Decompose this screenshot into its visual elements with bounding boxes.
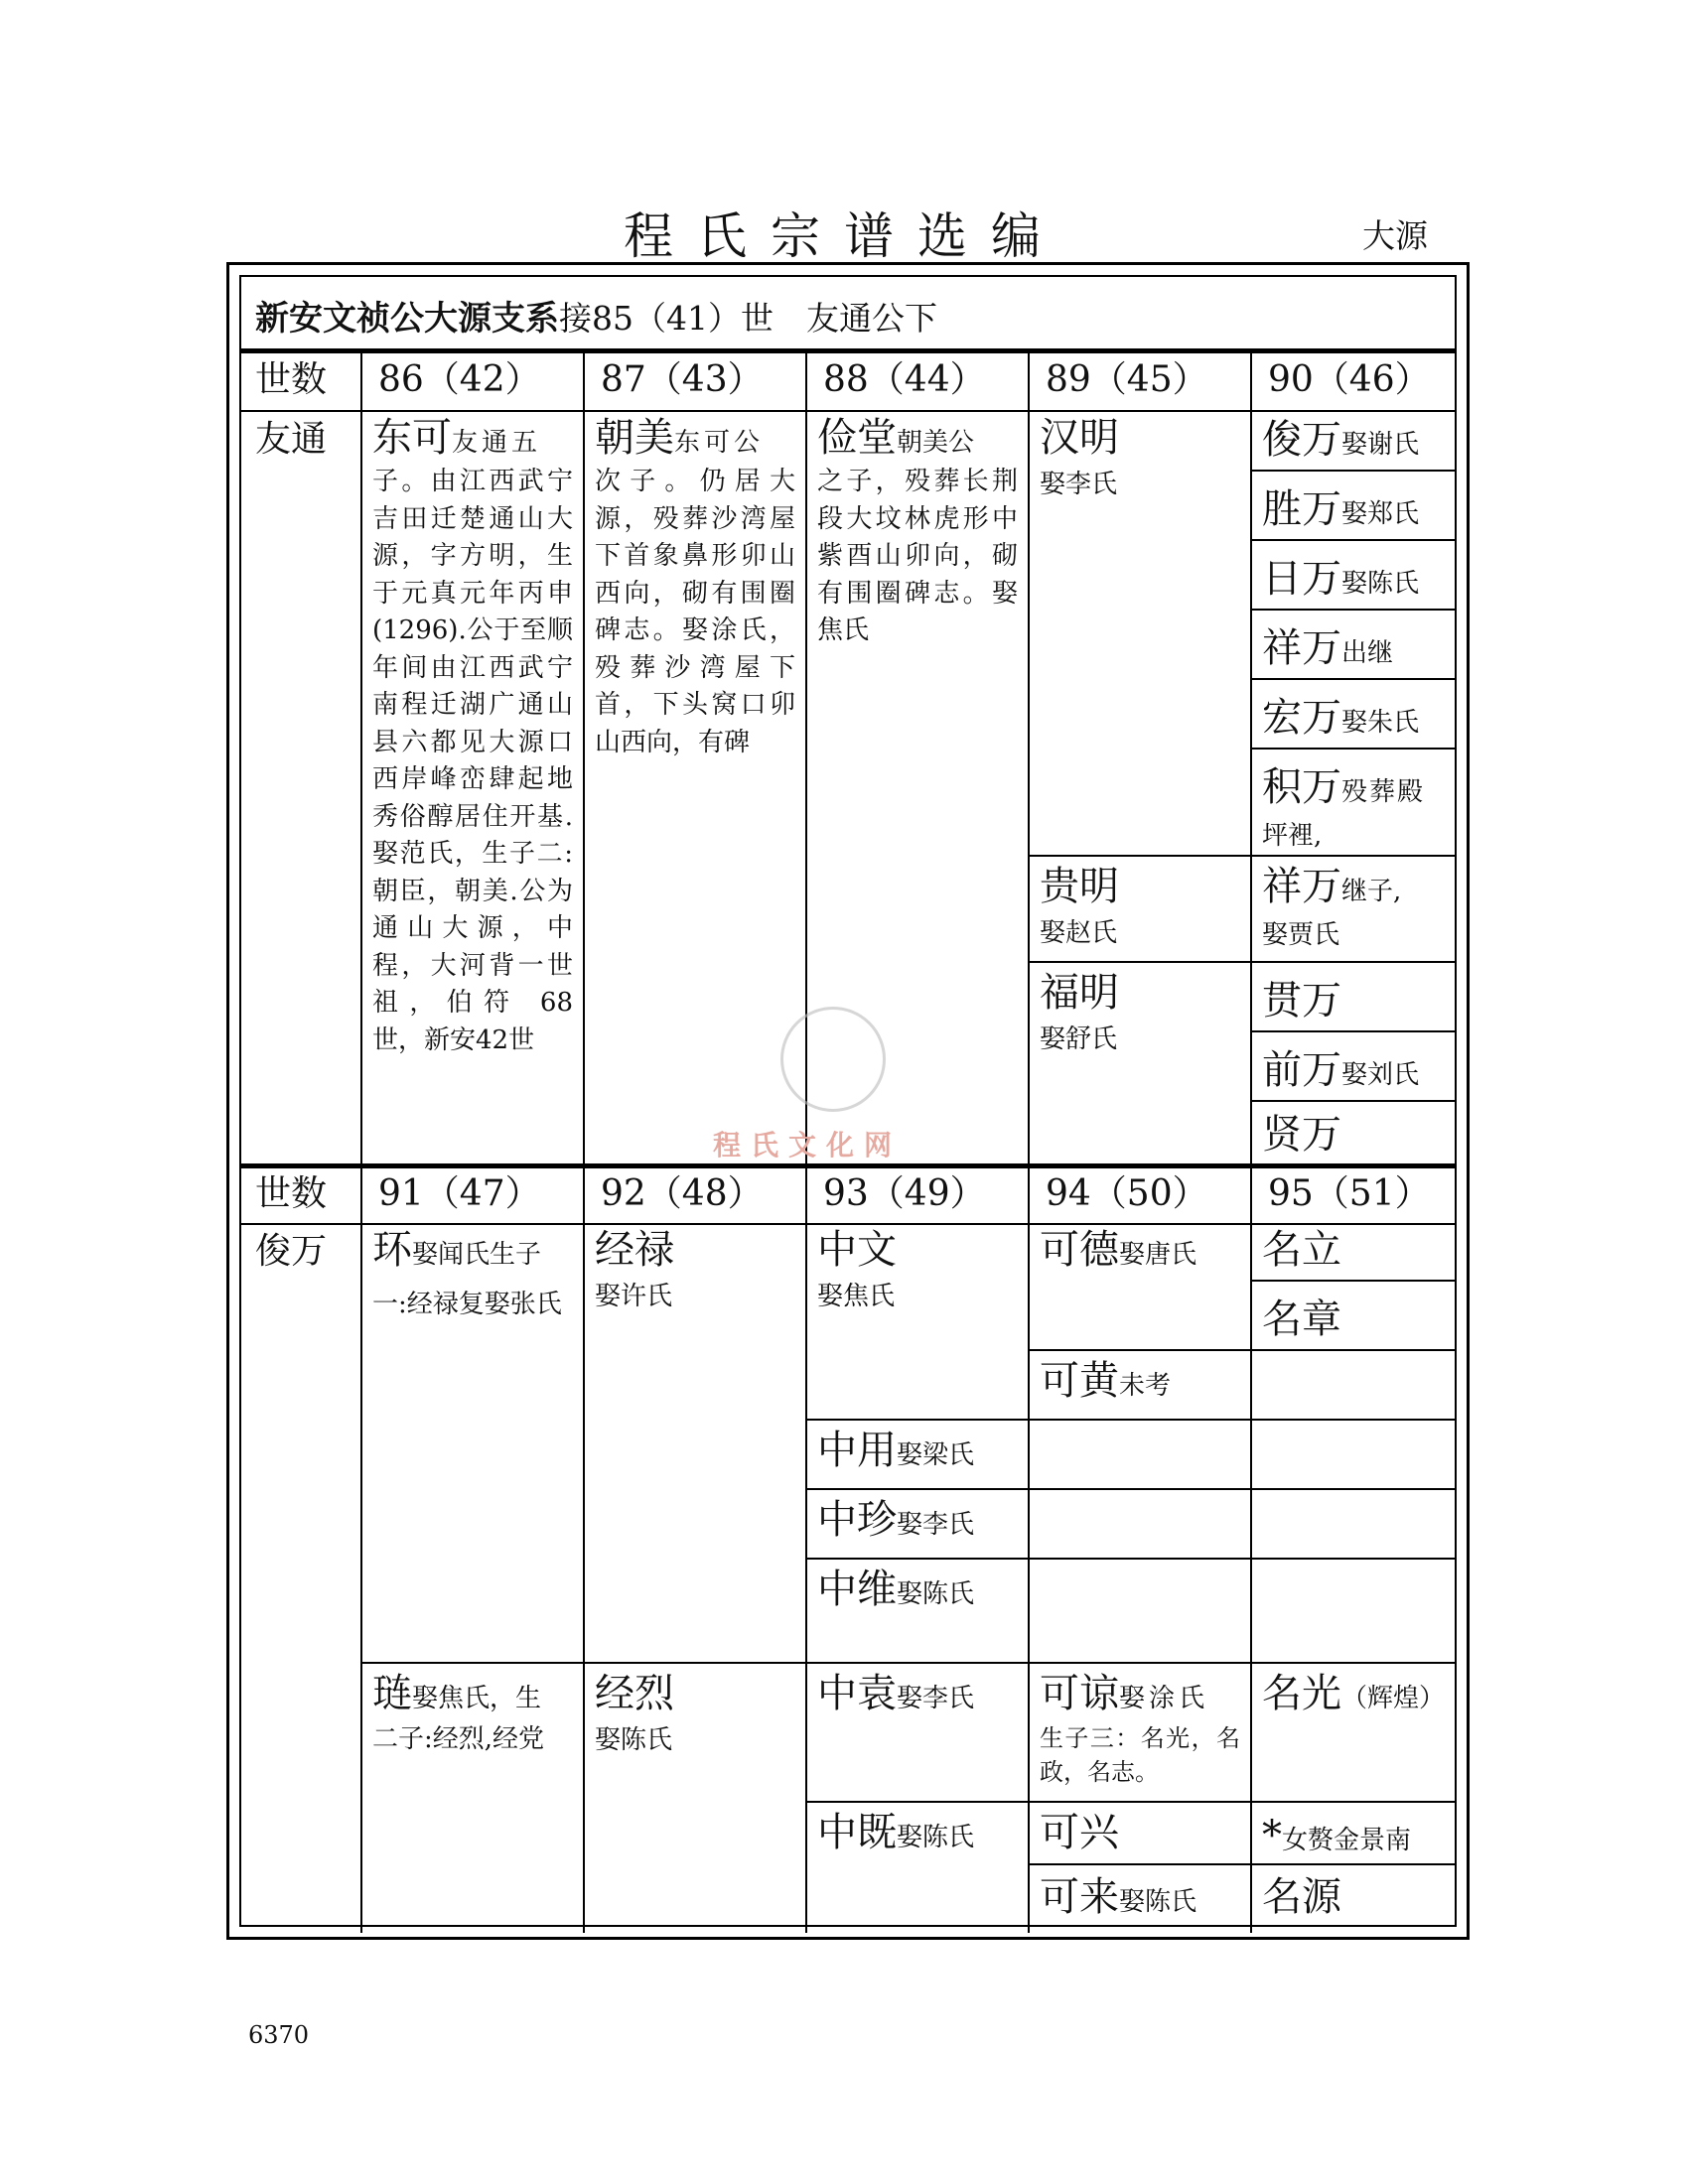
person-note: 娶闻氏生子 (412, 1240, 542, 1270)
person-entry (372, 1672, 541, 1715)
divider (1028, 855, 1252, 857)
person-name: 前万 (1262, 1047, 1341, 1093)
divider (1250, 539, 1455, 541)
page-number: 6370 (248, 2021, 310, 2049)
person-name: 环 (372, 1227, 412, 1273)
generation-label: 世数 (255, 359, 328, 400)
person-biography: 次子。仍居大源，殁葬沙湾屋下首象鼻形卯山西向，砌有围圈碑志。娶涂氏，殁葬沙湾屋下首，下头窝口卯山西向，有碑 (595, 467, 795, 757)
person-note: 娶陈氏 (897, 1579, 975, 1609)
person-entry (817, 1811, 974, 1854)
person-name: 祥万 (1262, 625, 1341, 671)
person-entry (817, 1672, 974, 1715)
person-name: 中文 (817, 1227, 897, 1273)
person-entry (1262, 865, 1401, 908)
person-name: 宏万 (1262, 695, 1341, 741)
person-note: 娶舒氏 (1040, 1024, 1118, 1054)
person-name: 名源 (1262, 1874, 1341, 1920)
divider (583, 353, 585, 1163)
divider (583, 1168, 585, 1933)
divider (1250, 961, 1455, 963)
generation-87: 87（43） (601, 359, 764, 400)
person-name: 经烈 (595, 1671, 674, 1716)
divider (805, 1419, 1455, 1421)
divider (1250, 855, 1455, 857)
person-entry (1040, 1672, 1208, 1715)
person-note: （辉煌） (1341, 1684, 1446, 1713)
person-entry (1262, 1113, 1341, 1157)
person-entry (372, 416, 573, 460)
person-entry (1262, 979, 1341, 1023)
person-note: 娶郑氏 (1341, 499, 1420, 529)
person-entry (1262, 418, 1419, 462)
person-name: 贤万 (1262, 1112, 1341, 1158)
person-entry (817, 1568, 974, 1611)
divider (360, 1168, 362, 1933)
person-name: 福明 (1040, 970, 1119, 1016)
person-name: 可谅 (1040, 1671, 1119, 1716)
person-note: 未考 (1119, 1371, 1172, 1401)
generation-94: 94（50） (1046, 1173, 1208, 1214)
person-name: 名章 (1262, 1297, 1341, 1342)
person-note: 娶陈氏 (897, 1823, 975, 1852)
person-name: 胜万 (1262, 486, 1341, 532)
person-entry (817, 1429, 974, 1472)
person-biography: 子。由江西武宁吉田迁楚通山大源，字方明，生于元真元年丙申(1296).公于至顺年间由江西武宁南程迁湖广通山县六都见大源口西岸峰峦肆起地秀俗醇居住开基.娶范氏，生子二:朝臣，朝美.公为通山大源，中程，大河背一世祖，伯符 68 世，新安42世 (372, 467, 573, 1055)
person-name: 可兴 (1040, 1810, 1119, 1855)
page-region: 大源 (1362, 216, 1428, 255)
person-entry (1262, 1814, 1411, 1857)
person-note: 娶李氏 (897, 1684, 975, 1713)
person-note: 娶焦氏 (817, 1282, 896, 1311)
generation-95: 95（51） (1268, 1173, 1431, 1214)
person-entry (372, 1228, 541, 1272)
person-note: 娶李氏 (897, 1510, 975, 1540)
person-note: 娶刘氏 (1341, 1060, 1420, 1090)
person-name: 俊万 (1262, 417, 1341, 463)
person-entry (817, 416, 1018, 460)
person-entry (1262, 1672, 1445, 1715)
person-entry (1262, 557, 1419, 601)
divider (1250, 1030, 1455, 1032)
divider (1250, 609, 1455, 611)
divider (360, 353, 362, 1163)
person-name: 中维 (817, 1567, 897, 1612)
person-name: 名立 (1262, 1227, 1341, 1273)
person-entry (1040, 1811, 1119, 1854)
divider (1250, 748, 1455, 750)
person-entry (1040, 1875, 1196, 1919)
ancestor-name: 俊万 (255, 1231, 328, 1272)
person-name: 名光 (1262, 1671, 1341, 1716)
person-entry (1040, 1359, 1171, 1403)
branch-subtitle: 接85（41）世 友通公下 (559, 299, 937, 338)
divider (241, 410, 1455, 412)
divider (1250, 1100, 1455, 1102)
person-entry (817, 1498, 974, 1542)
divider (805, 1801, 1455, 1803)
person-entry (1040, 1228, 1196, 1272)
generation-90: 90（46） (1268, 359, 1431, 400)
person-entry (1262, 765, 1425, 809)
person-name: 汉明 (1040, 415, 1119, 461)
person-note: 娶许氏 (595, 1282, 673, 1311)
person-name: 中用 (817, 1428, 897, 1473)
person-name: 俭堂 (817, 415, 897, 461)
person-name: 积万 (1262, 764, 1341, 810)
person-name: 中既 (817, 1810, 897, 1855)
person-biography: 之子，殁葬长荆段大坟林虎形中紫酉山卯向，砌有围圈碑志。娶焦氏 (817, 467, 1018, 645)
branch-header (255, 291, 937, 340)
branch-title: 新安文祯公大源支系 (255, 299, 559, 339)
person-note: 娶陈氏 (1341, 569, 1420, 599)
divider (241, 348, 1455, 353)
person-name: 贵明 (1040, 864, 1119, 909)
person-note: 娶赵氏 (1040, 918, 1118, 948)
divider (1250, 678, 1455, 680)
generation-91: 91（47） (378, 1173, 541, 1214)
divider (805, 1558, 1455, 1560)
generation-92: 92（48） (601, 1173, 764, 1214)
watermark-seal (780, 1007, 886, 1112)
person-name: 东可 (372, 415, 452, 461)
generation-88: 88（44） (823, 359, 986, 400)
person-note: 娶唐氏 (1119, 1240, 1197, 1270)
person-entry (1262, 696, 1419, 740)
ancestor-name: 友通 (255, 419, 328, 460)
person-name: 祥万 (1262, 864, 1341, 909)
person-entry (1262, 487, 1419, 531)
person-name: 中袁 (817, 1671, 897, 1716)
divider (805, 1488, 1455, 1490)
divider (1250, 1349, 1455, 1351)
divider (1028, 961, 1252, 963)
person-name: * (1262, 1813, 1282, 1858)
person-name: 琏 (372, 1671, 412, 1716)
divider (1028, 1168, 1030, 1933)
person-name: 经禄 (595, 1227, 674, 1273)
divider (241, 1223, 1455, 1225)
divider (1250, 1168, 1252, 1933)
person-note: 女赘金景南 (1282, 1826, 1412, 1855)
person-entry (1262, 1048, 1419, 1092)
watermark-text: 程氏文化网 (713, 1129, 903, 1161)
person-note: 娶焦氏，生 (412, 1684, 542, 1713)
page-title: 程氏宗谱选编 (624, 207, 1064, 265)
person-name: 朝美 (595, 415, 674, 461)
person-entry (595, 416, 795, 460)
person-note: 娶梁氏 (897, 1440, 975, 1470)
divider (805, 1168, 807, 1933)
generation-86: 86（42） (378, 359, 541, 400)
person-name: 可德 (1040, 1227, 1119, 1273)
generation-89: 89（45） (1046, 359, 1208, 400)
person-note: 娶李氏 (1040, 470, 1118, 499)
person-note: 继子, (1341, 877, 1402, 906)
person-note: 殁葬殿 (1341, 777, 1426, 807)
person-note: 娶谢氏 (1341, 430, 1420, 460)
divider (241, 1163, 1455, 1168)
person-note: 娶朱氏 (1341, 708, 1420, 738)
divider (1028, 1349, 1252, 1351)
divider (1250, 353, 1252, 1163)
person-entry (1262, 626, 1393, 670)
person-note: 娶涂氏 (1119, 1684, 1209, 1713)
divider (1250, 1280, 1455, 1282)
generation-93: 93（49） (823, 1173, 986, 1214)
person-biography: 一:经禄复娶张氏 (372, 1290, 562, 1319)
generation-label: 世数 (255, 1173, 328, 1214)
person-note: 友通五 (452, 428, 542, 458)
divider (1028, 1863, 1455, 1865)
person-name: 可黄 (1040, 1358, 1119, 1404)
person-note: 娶陈氏 (1119, 1887, 1197, 1917)
divider (360, 1662, 1455, 1664)
person-biography: 二子:经烈,经党 (372, 1724, 545, 1754)
person-name: 贯万 (1262, 978, 1341, 1024)
person-note: 朝美公 (897, 428, 975, 458)
person-name: 中珍 (817, 1497, 897, 1543)
person-note: 娶贾氏 (1262, 920, 1340, 950)
person-note: 东可公 (674, 428, 765, 458)
divider (1250, 470, 1455, 472)
person-name: 日万 (1262, 556, 1341, 602)
person-note: 出继 (1341, 638, 1394, 668)
person-name: 可来 (1040, 1874, 1119, 1920)
divider (1028, 353, 1030, 1163)
person-note: 坪裡, (1262, 821, 1323, 851)
person-biography: 生子三：名光，名政，名志。 (1040, 1724, 1240, 1786)
person-note: 娶陈氏 (595, 1725, 673, 1755)
